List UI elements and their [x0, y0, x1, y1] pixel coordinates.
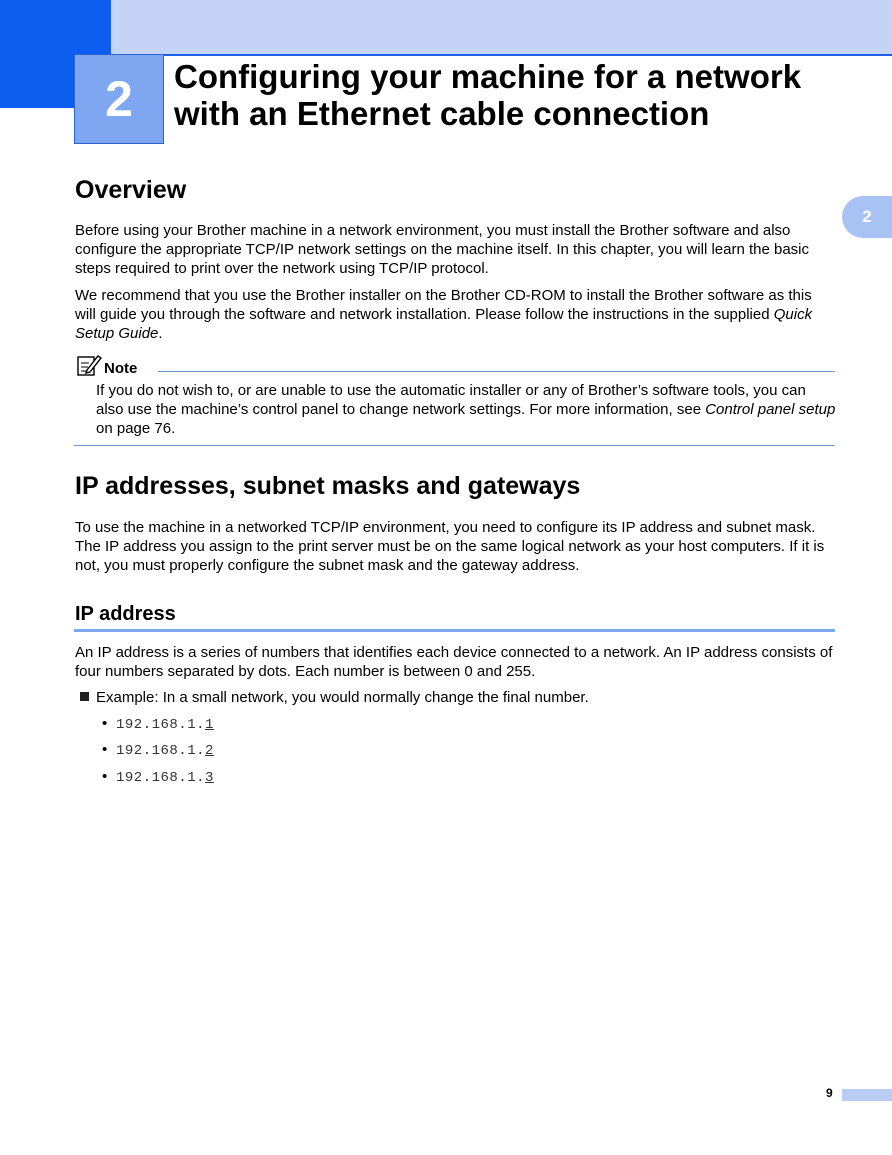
side-tab-number: 2: [862, 207, 872, 226]
note-text-end: on page 76.: [96, 420, 176, 437]
note-text: [96, 381, 836, 438]
ip-example-prefix: 192.168.1.: [116, 743, 206, 759]
ip-example-item: [102, 767, 214, 788]
overview-heading: Overview: [75, 176, 187, 204]
quick-setup-guide-ref: Quick Setup Guide: [75, 306, 813, 342]
ip-example-prefix: 192.168.1.: [116, 717, 206, 733]
ip-example-prefix: 192.168.1.: [116, 770, 206, 786]
ip-example-item: [102, 740, 214, 761]
chapter-number-box: [74, 54, 164, 144]
ip-section-heading: IP addresses, subnet masks and gateways: [75, 472, 581, 500]
ip-address-heading: IP address: [75, 603, 176, 625]
chapter-number: 2: [105, 71, 133, 127]
chapter-title: Configuring your machine for a network with an Ethernet cable connection: [174, 58, 802, 132]
note-top-rule: [158, 371, 835, 372]
overview-paragraph-2-end: .: [158, 325, 163, 342]
overview-paragraph-2-text: We recommend that you use the Brother installer on the Brother CD-ROM to install the Brother software as this will guide you through the software and network installation. Please follow the instructions in the supplied: [75, 287, 812, 323]
ip-section-paragraph: To use the machine in a networked TCP/IP environment, you need to configure its IP address and subnet mask. The IP address you assign to the print server must be on the same logical network as your host computers. If it is not, you must properly configure the subnet mask and the gateway address.: [75, 519, 825, 574]
note-text-body: If you do not wish to, or are unable to use the automatic installer or any of Brother’s software tools, you can also use the machine’s control panel to change network settings. For more information, see: [96, 382, 806, 418]
ip-example-last-octet: 2: [205, 743, 214, 759]
ip-example-last-octet: 1: [205, 717, 214, 733]
overview-paragraph-2: [75, 286, 835, 343]
ip-address-heading-rule: [74, 629, 835, 632]
ip-example-item: [102, 714, 214, 735]
control-panel-setup-ref: Control panel setup: [705, 401, 836, 418]
bullet-dot-icon: •: [102, 715, 108, 732]
ip-example-last-octet: 3: [205, 770, 214, 786]
chapter-side-tab: [842, 196, 892, 238]
header-band: [0, 0, 892, 54]
header-rule: [111, 54, 892, 56]
example-bullet-text: Example: In a small network, you would normally change the final number.: [96, 689, 589, 706]
ip-address-paragraph: An IP address is a series of numbers that identifies each device connected to a network. An IP address consists of four numbers separated by dots. Each number is between 0 and 255.: [75, 644, 833, 680]
bullet-dot-icon: •: [102, 768, 108, 785]
overview-paragraph-1: Before using your Brother machine in a network environment, you must install the Brother software and also configure the appropriate TCP/IP network settings on the machine itself. In this chapter, you will learn the basic steps required to print over the network using TCP/IP protocol.: [75, 222, 810, 277]
note-bottom-rule: [74, 445, 835, 446]
bullet-dot-icon: •: [102, 741, 108, 758]
page-number-bar: [842, 1089, 892, 1101]
note-label: Note: [104, 360, 138, 377]
page-number: 9: [826, 1086, 833, 1100]
note-pencil-icon: [76, 353, 102, 377]
square-bullet-icon: [80, 692, 89, 701]
